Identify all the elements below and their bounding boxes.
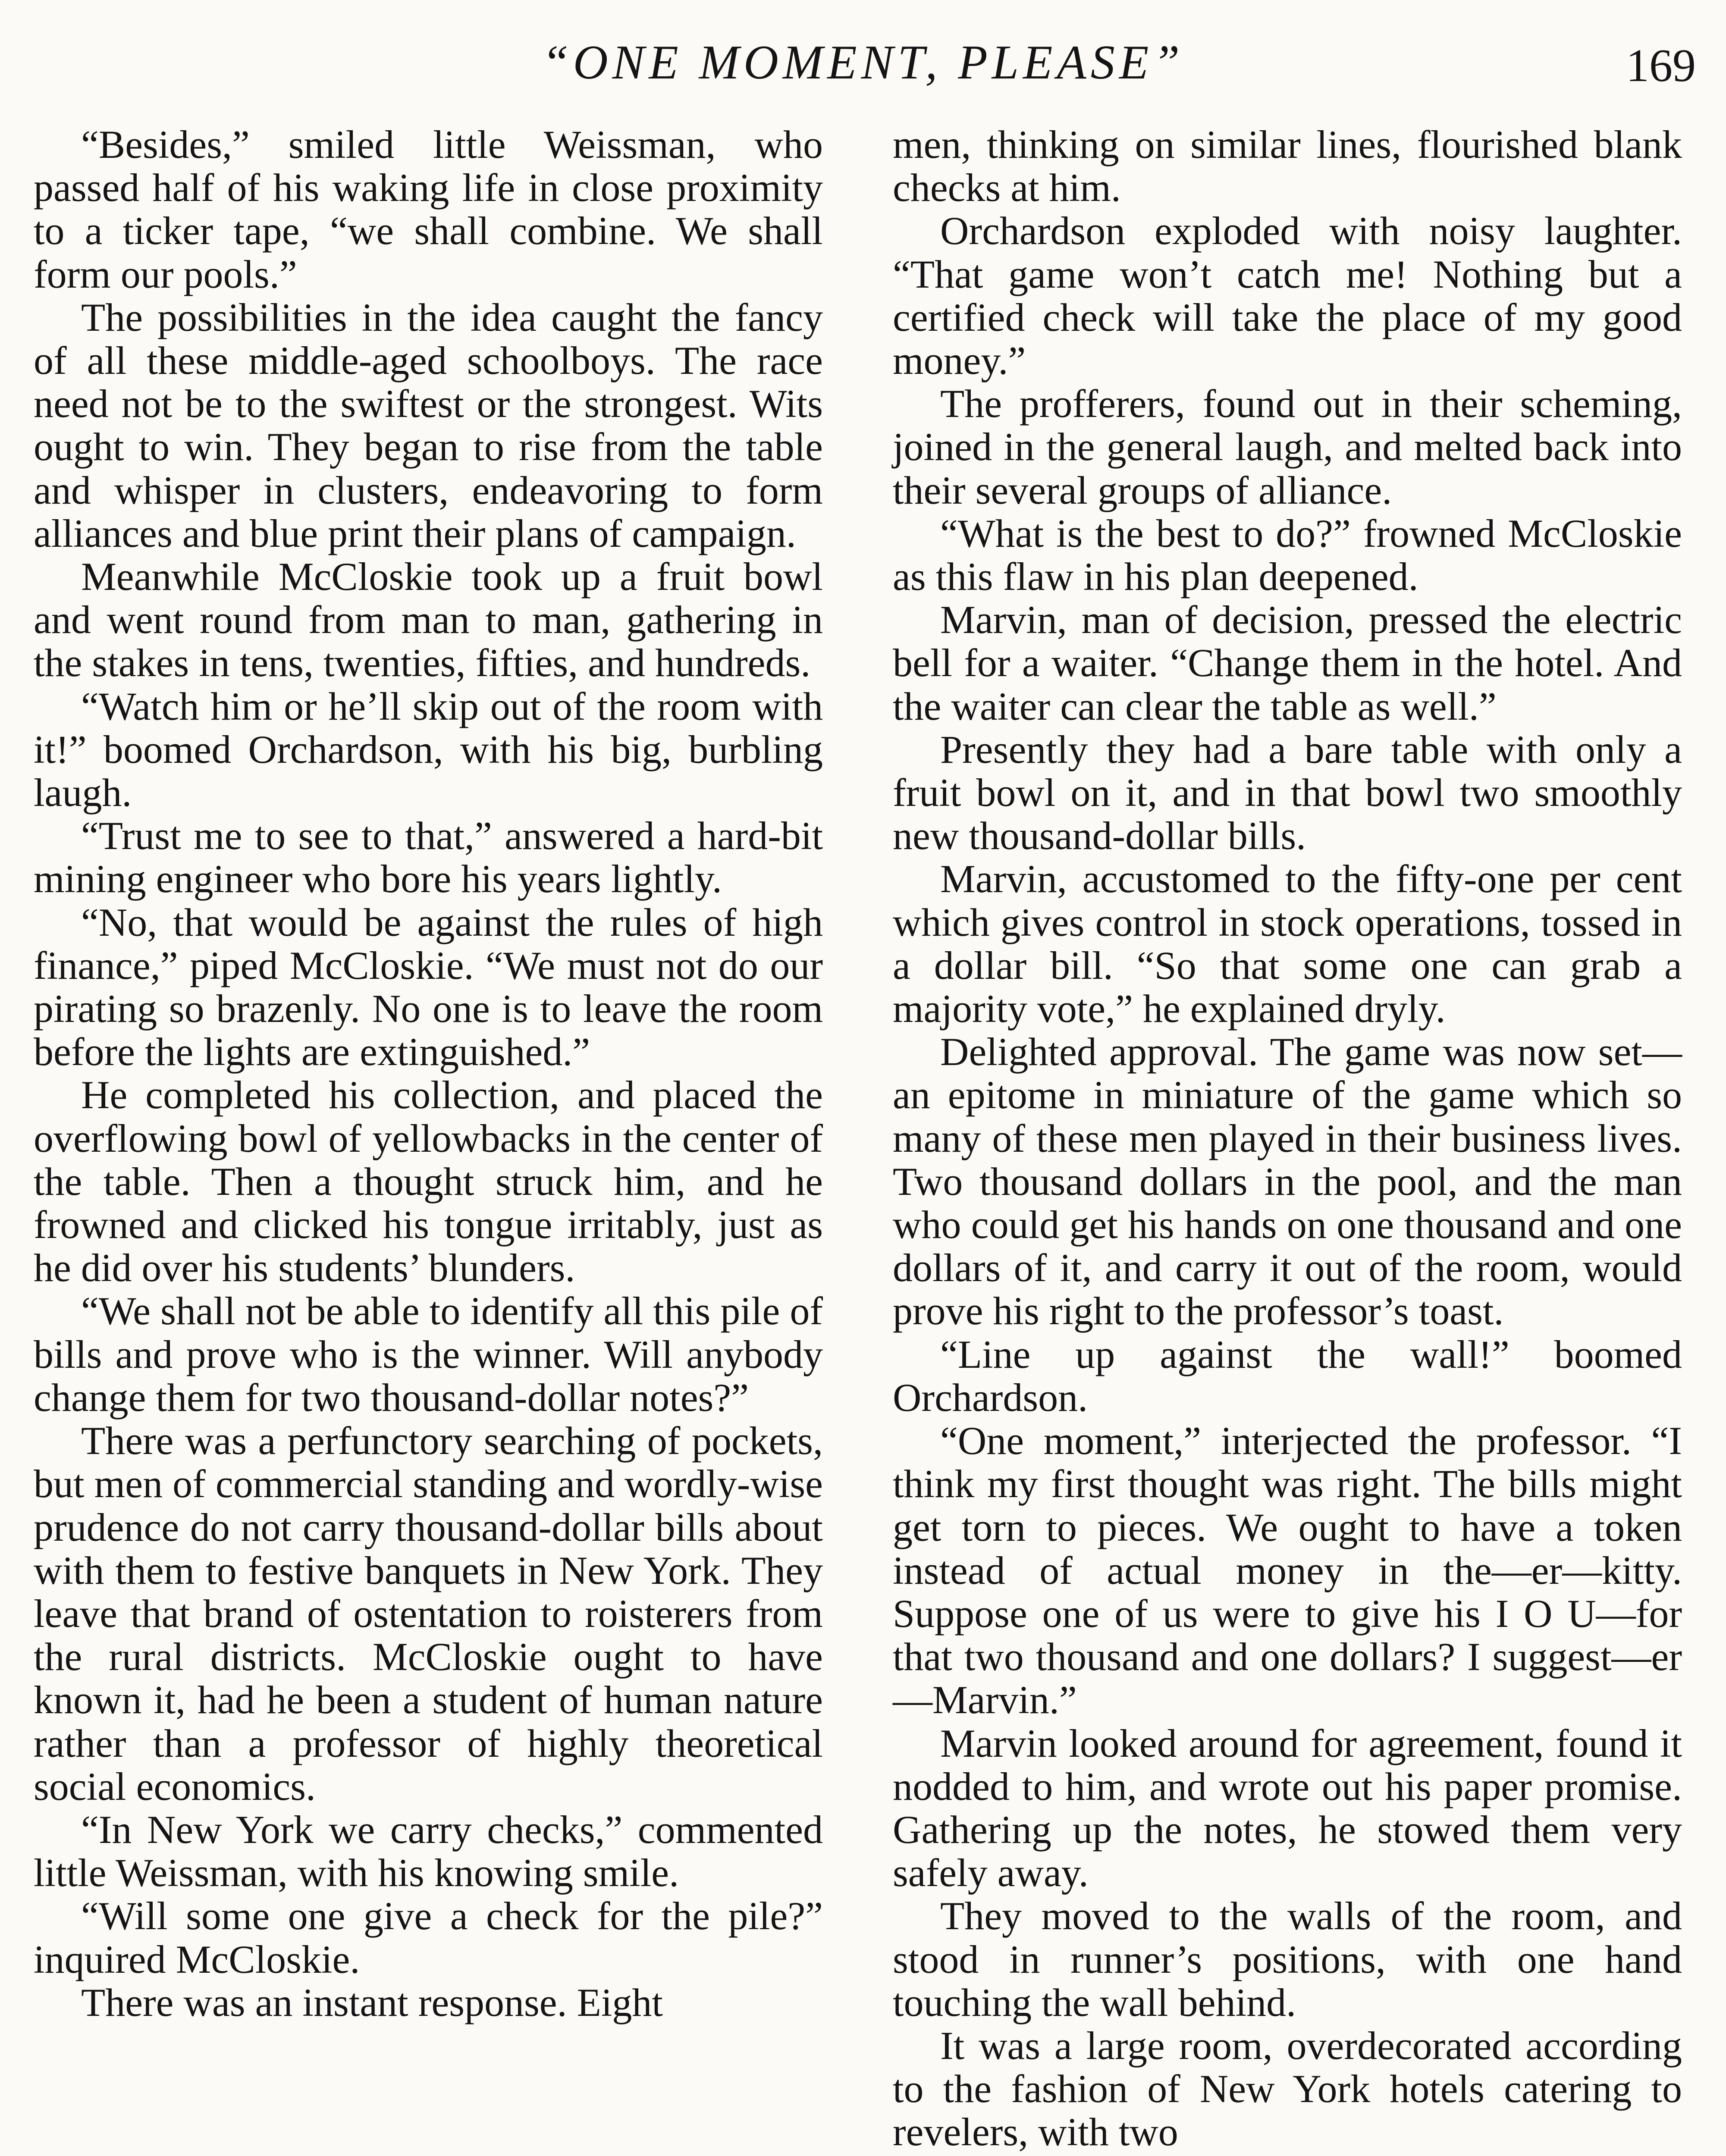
paragraph: Marvin looked around for agreement, found it nodded to him, and wrote out his paper promise. Gathering up the notes, he stowed them very safely away.: [893, 1721, 1682, 1895]
paragraph: “One moment,” interjected the professor. “I think my first thought was right. The bills might get torn to pieces. We ought to have a token instead of actual money in the—er—kitty. Suppose one of us were to give his I O U—for that two thousand and one dollars? I suggest—er—Marvin.”: [893, 1419, 1682, 1722]
running-title: “ONE MOMENT, PLEASE”: [542, 36, 1184, 89]
right-column: [893, 123, 1682, 2154]
paragraph: men, thinking on similar lines, flourished blank checks at him.: [893, 122, 1682, 210]
paragraph: Marvin, man of decision, pressed the electric bell for a waiter. “Change them in the hotel. And the waiter can clear the table as well.”: [893, 598, 1682, 728]
paragraph: It was a large room, overdecorated according to the fashion of New York hotels catering to revelers, with two: [893, 2023, 1682, 2154]
paragraph: “Besides,” smiled little Weissman, who passed half of his waking life in close proximity to a ticker tape, “we shall combine. We shall form our pools.”: [34, 122, 823, 296]
paragraph: There was an instant response. Eight: [81, 1980, 663, 2024]
paragraph: Presently they had a bare table with only a fruit bowl on it, and in that bowl two smoothly new thousand-dollar bills.: [893, 727, 1682, 858]
paragraph: Marvin, accustomed to the fifty-one per cent which gives control in stock operations, tossed in a dollar bill. “So that some one can grab a majority vote,” he explained dryly.: [893, 857, 1682, 1031]
paragraph: “Will some one give a check for the pile?” inquired McCloskie.: [34, 1894, 823, 1981]
left-column: [34, 123, 823, 2024]
paragraph: He completed his collection, and placed the overflowing bowl of yellowbacks in the center of the table. Then a thought struck him, and he frowned and clicked his tongue irritably, just as he did over his students’ blunders.: [34, 1073, 823, 1290]
paragraph: “Trust me to see to that,” answered a hard-bit mining engineer who bore his years lightly.: [34, 814, 823, 901]
paragraph: “Line up against the wall!” boomed Orchardson.: [893, 1332, 1682, 1420]
paragraph: Meanwhile McCloskie took up a fruit bowl and went round from man to man, gathering in the stakes in tens, twenties, fifties, and hundreds.: [34, 555, 823, 685]
page-header: [0, 0, 1726, 99]
paragraph: “No, that would be against the rules of high finance,” piped McCloskie. “We must not do our pirating so brazenly. No one is to leave the room before the lights are extinguished.”: [34, 900, 823, 1074]
paragraph: “We shall not be able to identify all this pile of bills and prove who is the winner. Will anybody change them for two thousand-dollar notes?”: [34, 1289, 823, 1420]
paragraph: “Watch him or he’ll skip out of the room with it!” boomed Orchardson, with his big, burbling laugh.: [34, 684, 823, 815]
paragraph: There was a perfunctory searching of pockets, but men of commercial standing and wordly-wise prudence do not carry thousand-dollar bills about with them to festive banquets in New York. They leave that brand of ostentation to roisterers from the rural districts. McCloskie ought to have known it, had he been a student of human nature rather than a professor of highly theoretical social economics.: [34, 1419, 823, 1808]
paragraph: They moved to the walls of the room, and stood in runner’s positions, with one hand touching the wall behind.: [893, 1894, 1682, 2024]
paragraph: The profferers, found out in their scheming, joined in the general laugh, and melted back into their several groups of alliance.: [893, 382, 1682, 512]
paragraph: Orchardson exploded with noisy laughter. “That game won’t catch me! Nothing but a certified check will take the place of my good money.”: [893, 209, 1682, 383]
paragraph: “What is the best to do?” frowned McCloskie as this flaw in his plan deepened.: [893, 511, 1682, 599]
paragraph: The possibilities in the idea caught the fancy of all these middle-aged schoolboys. The race need not be to the swiftest or the strongest. Wits ought to win. They began to rise from the table and whisper in clusters, endeavoring to form alliances and blue print their plans of campaign.: [34, 295, 823, 555]
page-number: 169: [1626, 40, 1696, 91]
paragraph: “In New York we carry checks,” commented little Weissman, with his knowing smile.: [34, 1807, 823, 1895]
paragraph: Delighted approval. The game was now set—an epitome in miniature of the game which so many of these men played in their business lives. Two thousand dollars in the pool, and the man who could get his hands on one thousand and one dollars of it, and carry it out of the room, would prove his right to the professor’s toast.: [893, 1030, 1682, 1333]
